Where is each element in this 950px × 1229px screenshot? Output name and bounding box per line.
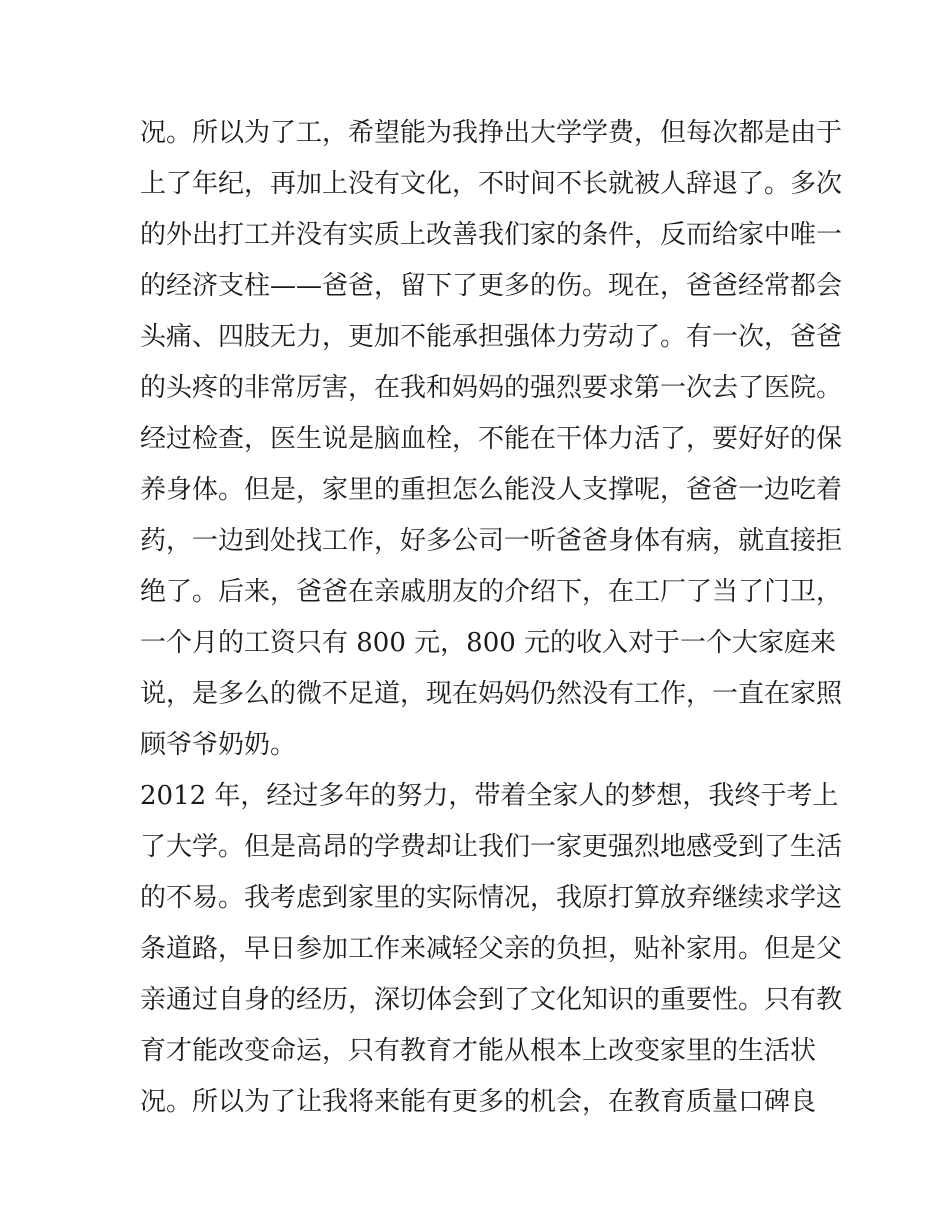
document-page [140,108,843,1128]
text-line: 头痛、四肢无力，更加不能承担强体力劳动了。有一次，爸爸 [140,322,843,352]
text-line: 上了年纪，再加上没有文化，不时间不长就被人辞退了。多次 [140,169,843,199]
text-line: 况。所以为了让我将来能有更多的机会，在教育质量口碑良 [140,1087,817,1117]
text-line: 经过检查，医生说是脑血栓，不能在干体力活了，要好好的保 [140,424,843,454]
text-line: 的经济支柱——爸爸，留下了更多的伤。现在，爸爸经常都会 [140,271,843,301]
text-line: 绝了。后来，爸爸在亲戚朋友的介绍下，在工厂了当了门卫， [140,577,843,607]
text-line: 育才能改变命运，只有教育才能从根本上改变家里的生活状 [140,1036,817,1066]
text-line: 说，是多么的微不足道，现在妈妈仍然没有工作，一直在家照 [140,679,843,709]
text-line: 2012 年，经过多年的努力，带着全家人的梦想，我终于考上 [140,781,839,811]
text-line: 况。所以为了工，希望能为我挣出大学学费，但每次都是由于 [140,118,843,148]
text-line: 一个月的工资只有 800 元，800 元的收入对于一个大家庭来 [140,628,837,658]
text-line: 条道路，早日参加工作来减轻父亲的负担，贴补家用。但是父 [140,934,843,964]
text-line: 了大学。但是高昂的学费却让我们一家更强烈地感受到了生活 [140,832,843,862]
text-line: 的不易。我考虑到家里的实际情况，我原打算放弃继续求学这 [140,883,843,913]
text-line: 养身体。但是，家里的重担怎么能没人支撑呢，爸爸一边吃着 [140,475,843,505]
text-line: 亲通过自身的经历，深切体会到了文化知识的重要性。只有教 [140,985,843,1015]
text-line: 顾爷爷奶奶。 [140,730,297,760]
text-line: 药，一边到处找工作，好多公司一听爸爸身体有病，就直接拒 [140,526,843,556]
text-line: 的头疼的非常厉害，在我和妈妈的强烈要求第一次去了医院。 [140,373,843,403]
text-line: 的外出打工并没有实质上改善我们家的条件，反而给家中唯一 [140,220,843,250]
